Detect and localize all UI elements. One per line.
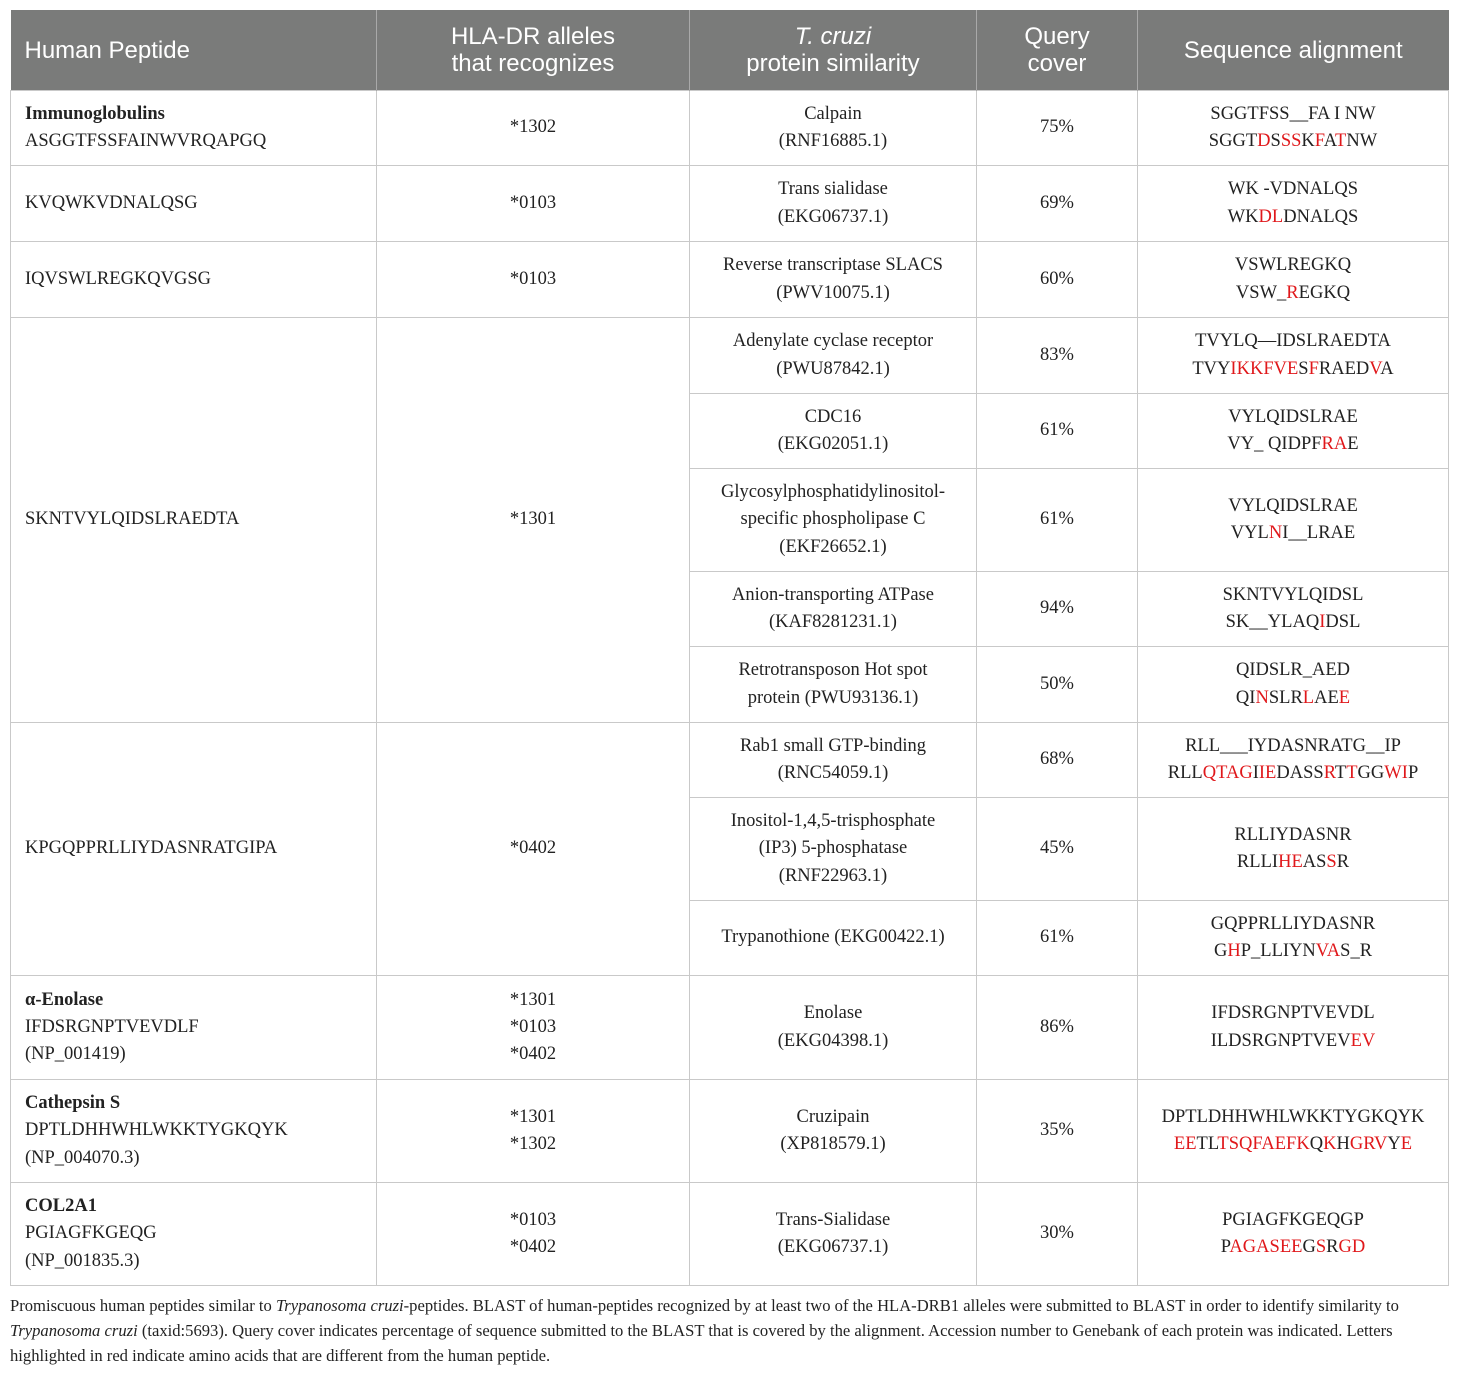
mismatch-letter: E — [1286, 358, 1299, 379]
mismatch-letter: E — [1274, 1134, 1287, 1154]
mismatch-letter: E — [1291, 1237, 1303, 1257]
query-cover-value: 45% — [1040, 838, 1074, 859]
protein-name: Inositol-1,4,5-trisphosphate — [730, 811, 936, 832]
alignment-tcruzi: EETLTSQFAEFKQKHGRVYE — [1173, 1134, 1413, 1154]
mismatch-letter: A — [1229, 1237, 1243, 1257]
protein-accession: (PWU87842.1) — [776, 358, 890, 379]
mismatch-letter: H — [1227, 941, 1241, 961]
table-row — [11, 1080, 1449, 1183]
alignment-human: SGGTFSS__FA I NW — [1210, 103, 1376, 124]
mismatch-letter: S — [1291, 131, 1302, 151]
mismatch-letter: V — [1374, 1134, 1388, 1154]
mismatch-letter: V — [1361, 1030, 1376, 1051]
alignment-human: IFDSRGNPTVEVDL — [1211, 1003, 1375, 1024]
query-cover-value: 35% — [1040, 1120, 1074, 1141]
mismatch-letter: F — [1286, 1134, 1297, 1154]
mismatch-letter: F — [1314, 131, 1324, 151]
protein-name-cont: specific phospholipase C — [740, 509, 926, 530]
alignment-cell — [1138, 166, 1449, 242]
allele-cell — [377, 242, 690, 318]
mismatch-letter: H — [1278, 852, 1292, 872]
allele-cell — [377, 723, 690, 976]
alignment-human: RLLIYDASNR — [1234, 824, 1352, 845]
mismatch-letter: V — [1273, 358, 1287, 379]
protein-cell — [690, 572, 977, 647]
peptide-sequence: KVQWKVDNALQSG — [25, 192, 198, 213]
protein-name: Trans-Sialidase — [775, 1209, 891, 1230]
protein-name: Reverse transcriptase SLACS — [723, 255, 943, 276]
alignment-human: TVYLQ—IDSLRAEDTA — [1195, 331, 1391, 352]
protein-name: Retrotransposon Hot spot — [738, 660, 928, 681]
protein-cell — [690, 647, 977, 723]
alignment-human: VYLQIDSLRAE — [1228, 495, 1358, 516]
query-cover-value: 61% — [1040, 927, 1074, 948]
mismatch-letter: R — [1321, 434, 1334, 454]
protein-accession: (RNF16885.1) — [778, 131, 888, 151]
protein-name: Rab1 small GTP-binding — [739, 735, 927, 756]
mismatch-letter: I — [1258, 763, 1266, 783]
allele-value: *1301 — [509, 989, 557, 1010]
protein-cell — [690, 166, 977, 242]
alignment-cell — [1138, 572, 1449, 647]
alignment-tcruzi: GHP_LLIYNVAS_R — [1213, 941, 1373, 961]
peptide-cell — [11, 1080, 377, 1183]
protein-accession: (EKG06737.1) — [777, 1237, 889, 1257]
allele-cell — [377, 976, 690, 1080]
mismatch-letter: T — [1335, 131, 1347, 151]
protein-cell — [690, 242, 977, 318]
peptide-cell — [11, 723, 377, 976]
query-cover-cell — [977, 901, 1138, 976]
header-query-cover — [977, 10, 1138, 91]
query-cover-cell — [977, 647, 1138, 723]
mismatch-letter: I — [1230, 358, 1237, 379]
protein-cell — [690, 91, 977, 166]
allele-cell — [377, 166, 690, 242]
mismatch-letter: D — [1351, 1237, 1366, 1257]
peptide-sequence: PGIAGFKGEQG — [25, 1223, 157, 1244]
allele-value: *0402 — [509, 1044, 557, 1065]
query-cover-cell — [977, 976, 1138, 1080]
mismatch-letter: G — [1242, 1237, 1257, 1257]
mismatch-letter: E — [1350, 1030, 1362, 1051]
mismatch-letter: K — [1296, 1134, 1310, 1154]
peptide-cell — [11, 242, 377, 318]
protein-cell — [690, 723, 977, 798]
mismatch-letter: R — [1323, 763, 1335, 783]
mismatch-letter: A — [1333, 434, 1348, 454]
query-cover-cell — [977, 318, 1138, 394]
query-cover-cell — [977, 572, 1138, 647]
table-caption — [10, 1293, 1450, 1368]
mismatch-letter: K — [1249, 358, 1264, 379]
mismatch-letter: N — [1255, 687, 1269, 708]
protein-cell — [690, 394, 977, 469]
peptide-accession: (NP_004070.3) — [25, 1147, 140, 1168]
alignment-tcruzi: RLLIHEASSR — [1236, 852, 1350, 872]
mismatch-letter: T — [1346, 763, 1358, 783]
mismatch-letter: T — [1216, 763, 1226, 783]
mismatch-letter: E — [1400, 1134, 1413, 1154]
header-protein-line2: protein similarity — [746, 50, 920, 77]
mismatch-letter: S — [1326, 852, 1337, 872]
protein-accession: (XP818579.1) — [780, 1134, 886, 1154]
query-cover-value: 86% — [1040, 1016, 1074, 1037]
mismatch-letter: R — [1363, 1134, 1375, 1154]
allele-value: *0402 — [509, 1237, 557, 1257]
protein-name: Trans sialidase — [778, 179, 888, 200]
peptide-sequence: KPGQPPRLLIYDASNRATGIPA — [25, 838, 278, 859]
table-row — [11, 166, 1449, 242]
mismatch-letter: L — [1271, 206, 1284, 227]
alignment-human: VSWLREGKQ — [1234, 255, 1352, 276]
alignment-tcruzi: VSW_REGKQ — [1235, 282, 1351, 303]
alignment-tcruzi: VYLNI__LRAE — [1230, 523, 1356, 543]
peptide-name: Cathepsin S — [25, 1093, 121, 1114]
protein-name: Calpain — [804, 103, 862, 124]
protein-accession: (KAF8281231.1) — [769, 612, 897, 632]
alignment-tcruzi: WKDLDNALQS — [1227, 206, 1359, 227]
alignment-human: GQPPRLLIYDASNR — [1210, 913, 1376, 934]
protein-name: Cruzipain — [796, 1106, 870, 1127]
alignment-human: QIDSLR_AED — [1235, 660, 1351, 681]
peptide-sequence: ASGGTFSSFAINWVRQAPGQ — [25, 131, 267, 151]
protein-name: Trypanothione (EKG00422.1) — [721, 927, 945, 948]
query-cover-value: 83% — [1040, 344, 1074, 365]
allele-value: *0103 — [509, 268, 557, 289]
mismatch-letter: S — [1315, 1237, 1327, 1257]
query-cover-value: 50% — [1040, 673, 1074, 694]
query-cover-value: 75% — [1040, 117, 1074, 138]
alignment-tcruzi: SGGTDSSSKFATNW — [1208, 131, 1378, 151]
peptide-name: Immunoglobulins — [25, 103, 165, 124]
protein-cell — [690, 1080, 977, 1183]
alignment-tcruzi: SK__YLAQIDSL — [1225, 612, 1361, 632]
alignment-cell — [1138, 1183, 1449, 1286]
caption-part2: -peptides. BLAST of human-peptides recognized by at least two of the HLA-DRB1 alleles were submitted to BLAST in order to identify similarity to — [403, 1296, 1399, 1315]
mismatch-letter: V — [1315, 941, 1327, 961]
protein-accession: (EKF26652.1) — [779, 536, 887, 557]
mismatch-letter: E — [1173, 1134, 1186, 1154]
header-protein-similarity — [690, 10, 977, 91]
protein-accession: (PWV10075.1) — [776, 282, 890, 303]
peptide-name: COL2A1 — [25, 1196, 97, 1217]
header-sequence-alignment — [1138, 10, 1449, 91]
table-header-row — [11, 10, 1449, 91]
header-hla-line1: HLA-DR alleles — [450, 23, 616, 50]
mismatch-letter: A — [1256, 1237, 1270, 1257]
query-cover-cell — [977, 242, 1138, 318]
mismatch-letter: E — [1338, 687, 1351, 708]
mismatch-letter: K — [1323, 1134, 1337, 1154]
protein-accession: (EKG02051.1) — [777, 434, 889, 454]
mismatch-letter: L — [1302, 687, 1315, 708]
protein-accession: (RNC54059.1) — [777, 763, 889, 783]
header-cover-line1: Query — [1024, 23, 1090, 50]
mismatch-letter: R — [1286, 282, 1299, 303]
allele-cell — [377, 1183, 690, 1286]
allele-value: *1301 — [509, 1106, 557, 1127]
header-hla-line2: that recognizes — [451, 50, 615, 77]
mismatch-letter: V — [1369, 358, 1381, 379]
alignment-cell — [1138, 798, 1449, 901]
alignment-cell — [1138, 901, 1449, 976]
alignment-cell — [1138, 976, 1449, 1080]
protein-accession: (RNF22963.1) — [778, 865, 888, 886]
alignment-human: VYLQIDSLRAE — [1228, 406, 1358, 427]
mismatch-letter: Q — [1239, 1134, 1253, 1154]
mismatch-letter: Q — [1202, 763, 1217, 783]
peptide-sequence: DPTLDHHWHLWKKTYGKQYK — [25, 1120, 288, 1141]
allele-value: *1302 — [509, 117, 557, 138]
alignment-human: WK -VDNALQS — [1228, 179, 1358, 200]
mismatch-letter: G — [1338, 1237, 1352, 1257]
protein-accession: (EKG04398.1) — [777, 1030, 889, 1051]
protein-cell — [690, 469, 977, 572]
mismatch-letter: I — [1401, 763, 1408, 783]
alignment-cell — [1138, 469, 1449, 572]
protein-cell — [690, 976, 977, 1080]
query-cover-value: 68% — [1040, 749, 1074, 770]
mismatch-letter: E — [1185, 1134, 1197, 1154]
protein-name: Enolase — [803, 1003, 863, 1024]
alignment-human: DPTLDHHWHLWKKTYGKQYK — [1161, 1106, 1425, 1127]
mismatch-letter: I — [1319, 612, 1326, 632]
peptide-cell — [11, 1183, 377, 1286]
alignment-human: RLL___IYDASNRATG__IP — [1185, 735, 1401, 756]
protein-cell — [690, 798, 977, 901]
query-cover-cell — [977, 1080, 1138, 1183]
protein-name: Adenylate cyclase receptor — [732, 331, 934, 352]
protein-cell — [690, 901, 977, 976]
query-cover-cell — [977, 798, 1138, 901]
allele-cell — [377, 91, 690, 166]
query-cover-value: 94% — [1040, 598, 1074, 619]
peptide-cell — [11, 318, 377, 723]
mismatch-letter: E — [1279, 1237, 1292, 1257]
header-human-peptide — [11, 10, 377, 91]
header-alignment-label: Sequence alignment — [1183, 36, 1403, 64]
table-row — [11, 1183, 1449, 1286]
caption-part3: (taxid:5693). Query cover indicates percentage of sequence submitted to the BLAST that is covered by the alignment. Accession number to Genebank of each protein was indicated. Letters highlighted in red indicate amino acids that are different from the human peptide. — [10, 1321, 1393, 1365]
mismatch-letter: W — [1384, 763, 1402, 783]
mismatch-letter: D — [1257, 131, 1271, 151]
alignment-human: PGIAGFKGEQGP — [1222, 1209, 1364, 1230]
query-cover-cell — [977, 469, 1138, 572]
mismatch-letter: N — [1268, 523, 1283, 543]
query-cover-cell — [977, 166, 1138, 242]
peptide-sequence: IFDSRGNPTVEVDLF — [25, 1016, 199, 1037]
query-cover-cell — [977, 394, 1138, 469]
protein-name: CDC16 — [804, 406, 862, 427]
mismatch-letter: A — [1261, 1134, 1275, 1154]
allele-value: *0402 — [509, 838, 557, 859]
peptide-cell — [11, 91, 377, 166]
mismatch-letter: F — [1263, 358, 1274, 379]
mismatch-letter: E — [1265, 763, 1277, 783]
peptide-sequence: IQVSWLREGKQVGSG — [25, 268, 212, 289]
alignment-cell — [1138, 394, 1449, 469]
peptide-accession: (NP_001835.3) — [25, 1250, 140, 1271]
mismatch-letter: S — [1269, 1237, 1280, 1257]
header-hla-alleles — [377, 10, 690, 91]
query-cover-value: 61% — [1040, 509, 1074, 530]
mismatch-letter: E — [1291, 852, 1303, 872]
table-row — [11, 976, 1449, 1080]
alignment-tcruzi: VY_ QIDPFRAE — [1227, 434, 1359, 454]
mismatch-letter: S — [1280, 131, 1292, 151]
alignment-cell — [1138, 91, 1449, 166]
allele-value: *0103 — [509, 1209, 557, 1230]
alignment-tcruzi: RLLQTAGIIEDASSRTTGGWIP — [1167, 763, 1419, 783]
peptide-accession: (NP_001419) — [25, 1044, 126, 1065]
allele-value: *0103 — [509, 1016, 557, 1037]
table-row — [11, 318, 1449, 394]
protein-name-cont: (IP3) 5-phosphatase — [758, 838, 908, 859]
query-cover-cell — [977, 1183, 1138, 1286]
alignment-human: SKNTVYLQIDSL — [1222, 584, 1364, 605]
query-cover-value: 61% — [1040, 420, 1074, 441]
caption-species2: Trypanosoma cruzi — [10, 1321, 138, 1340]
protein-name: Anion-transporting ATPase — [732, 584, 934, 605]
peptide-cell — [11, 166, 377, 242]
caption-part1: Promiscuous human peptides similar to — [10, 1296, 276, 1315]
peptide-name: α-Enolase — [25, 989, 104, 1010]
mismatch-letter: T — [1217, 1134, 1229, 1154]
header-protein-line1: T. cruzi — [794, 23, 872, 50]
alignment-cell — [1138, 318, 1449, 394]
alignment-tcruzi: QINSLRLAEE — [1235, 687, 1351, 708]
alignment-tcruzi: TVYIKKFVESFRAEDVA — [1192, 358, 1394, 379]
allele-value: *1302 — [509, 1134, 557, 1154]
query-cover-cell — [977, 91, 1138, 166]
peptide-cell — [11, 976, 377, 1080]
mismatch-letter: A — [1225, 763, 1240, 783]
protein-cell — [690, 318, 977, 394]
mismatch-letter: K — [1236, 358, 1250, 379]
peptide-similarity-table — [10, 10, 1449, 1286]
alignment-tcruzi: PAGASEEGSRGD — [1220, 1237, 1366, 1257]
mismatch-letter: A — [1326, 941, 1341, 961]
peptide-sequence: SKNTVYLQIDSLRAEDTA — [25, 509, 240, 530]
alignment-cell — [1138, 647, 1449, 723]
mismatch-letter: S — [1228, 1134, 1240, 1154]
alignment-cell — [1138, 242, 1449, 318]
query-cover-value: 30% — [1040, 1223, 1074, 1244]
table-row — [11, 91, 1449, 166]
query-cover-cell — [977, 723, 1138, 798]
alignment-cell — [1138, 723, 1449, 798]
mismatch-letter: D — [1258, 206, 1272, 227]
allele-cell — [377, 1080, 690, 1183]
table-row — [11, 723, 1449, 798]
caption-species1: Trypanosoma cruzi — [275, 1296, 404, 1315]
protein-accession: protein (PWU93136.1) — [747, 687, 919, 708]
alignment-cell — [1138, 1080, 1449, 1183]
query-cover-value: 60% — [1040, 268, 1074, 289]
protein-accession: (EKG06737.1) — [777, 206, 889, 227]
header-cover-line2: cover — [1027, 50, 1087, 77]
alignment-tcruzi: ILDSRGNPTVEVEV — [1210, 1030, 1376, 1051]
mismatch-letter: F — [1308, 358, 1319, 379]
allele-value: *1301 — [509, 509, 557, 530]
protein-cell — [690, 1183, 977, 1286]
allele-value: *0103 — [509, 192, 557, 213]
header-human-peptide-label: Human Peptide — [24, 36, 190, 64]
mismatch-letter: G — [1349, 1134, 1364, 1154]
allele-cell — [377, 318, 690, 723]
mismatch-letter: G — [1239, 763, 1253, 783]
table-row — [11, 242, 1449, 318]
query-cover-value: 69% — [1040, 192, 1074, 213]
protein-name: Glycosylphosphatidylinositol- — [720, 482, 946, 503]
mismatch-letter: F — [1252, 1134, 1262, 1154]
